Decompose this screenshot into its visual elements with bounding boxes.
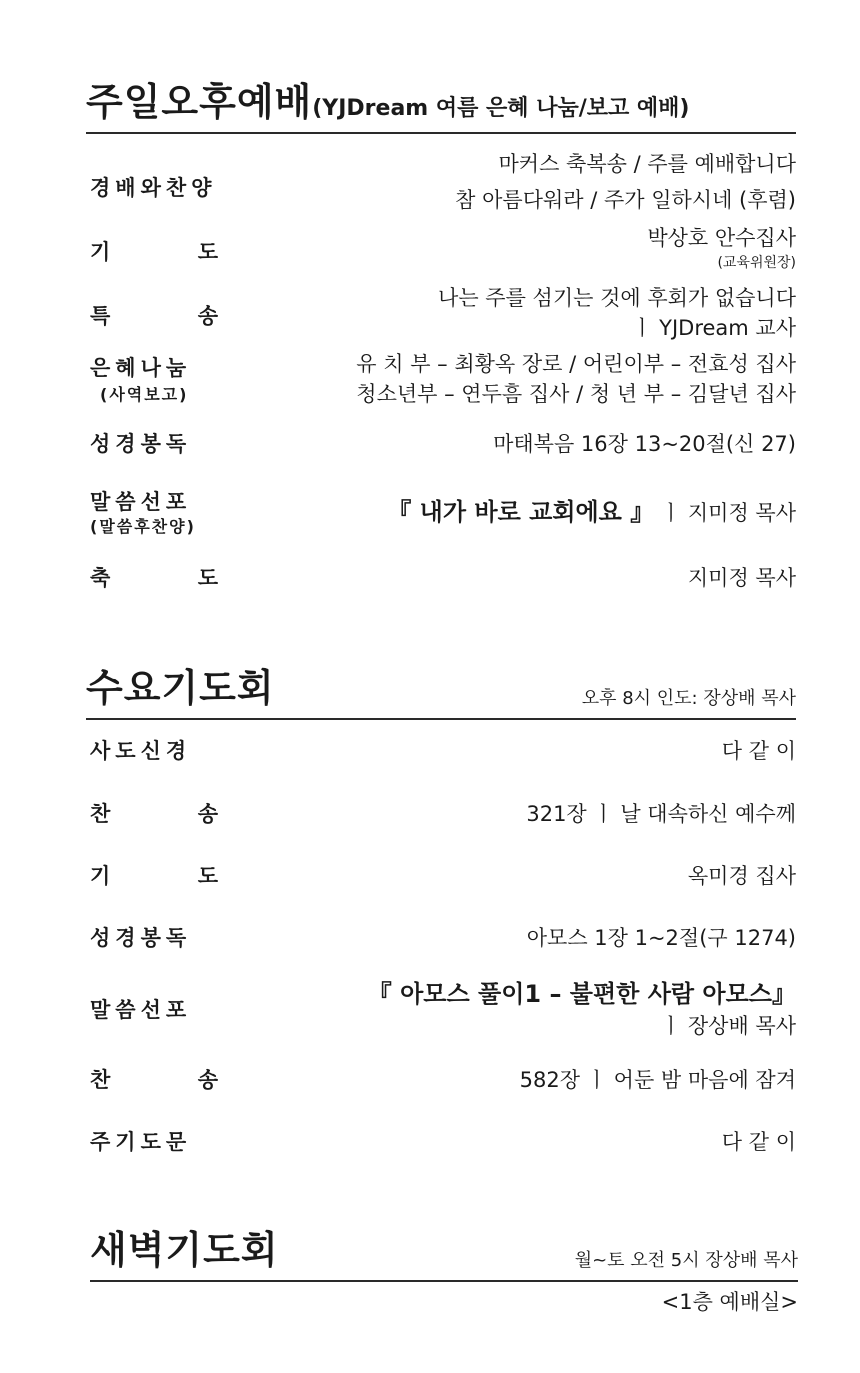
prayer-leader-note: (교육위원장)	[717, 255, 796, 271]
row-label: 사도신경	[90, 739, 192, 763]
ministry-report-line-2: 청소년부 – 연두흠 집사 / 청 년 부 – 김달년 집사	[356, 382, 796, 406]
row-label: 말씀선포	[90, 490, 192, 514]
row-label: 성경봉독	[90, 926, 192, 950]
wednesday-info: 오후 8시 인도: 장상배 목사	[581, 688, 796, 709]
scripture-reference: 마태복음 16장 13~20절(신 27)	[493, 432, 796, 456]
label-char: 찬	[90, 802, 111, 826]
row-hymn-2	[86, 1064, 796, 1096]
label-char: 기	[90, 864, 111, 888]
row-apostles-creed	[86, 735, 796, 767]
row-value: 321장 ㅣ 날 대속하신 예수께	[526, 802, 796, 826]
label-char: 도	[197, 566, 218, 590]
row-special-song	[86, 282, 796, 344]
row-label	[90, 1064, 218, 1094]
label-char: 도	[197, 864, 218, 888]
row-label: 주기도문	[90, 1130, 192, 1154]
row-label: 성경봉독	[90, 432, 192, 456]
row-sermon	[86, 486, 796, 534]
label-char: 도	[197, 240, 218, 264]
row-grace-sharing	[86, 348, 796, 412]
praise-line-1: 마커스 축복송 / 주를 예배합니다	[498, 152, 796, 176]
label-char: 찬	[90, 1068, 111, 1092]
row-scripture	[86, 428, 796, 460]
row-label	[90, 798, 218, 828]
row-value: 다 같 이	[721, 1130, 796, 1154]
sunday-title	[86, 71, 689, 126]
row-praise	[86, 148, 796, 218]
special-song-title: 나는 주를 섬기는 것에 후회가 없습니다	[438, 286, 796, 310]
benediction-leader: 지미정 목사	[687, 566, 796, 590]
row-label	[90, 236, 218, 266]
row-prayer-wed	[86, 860, 796, 892]
wednesday-section-header	[86, 660, 796, 720]
special-song-performer: ㅣ YJDream 교사	[632, 316, 796, 340]
sermon-title: 『 아모스 풀이1 – 불편한 사람 아모스』	[367, 980, 796, 1008]
ministry-report-line-1: 유 치 부 – 최황옥 장로 / 어린이부 – 전효성 집사	[356, 352, 796, 376]
row-hymn-1	[86, 798, 796, 830]
row-value: 옥미경 집사	[687, 864, 796, 888]
dawn-section-header	[90, 1222, 798, 1282]
dawn-location: <1층 예배실>	[661, 1290, 798, 1314]
row-lords-prayer	[86, 1126, 796, 1158]
row-dawn-location	[90, 1286, 798, 1316]
row-sermon-wed	[86, 972, 796, 1040]
sermon-preacher: ㅣ 지미정 목사	[660, 501, 796, 525]
row-scripture-wed	[86, 922, 796, 954]
prayer-leader: 박상호 안수집사	[647, 226, 796, 250]
row-sublabel: (말씀후찬양)	[90, 517, 196, 536]
row-label	[90, 860, 218, 890]
label-char: 기	[90, 240, 111, 264]
sunday-section-header	[86, 74, 796, 134]
row-label	[90, 562, 218, 592]
row-label: 경배와찬양	[90, 176, 217, 200]
label-char: 송	[197, 802, 218, 826]
label-char: 송	[197, 304, 218, 328]
row-value: 아모스 1장 1~2절(구 1274)	[526, 926, 796, 950]
row-label: 말씀선포	[90, 998, 192, 1022]
row-sublabel: (사역보고)	[100, 385, 189, 404]
label-char: 축	[90, 566, 111, 590]
dawn-info: 월~토 오전 5시 장상배 목사	[574, 1250, 798, 1271]
row-label	[90, 300, 218, 330]
row-benediction	[86, 562, 796, 594]
row-value: 다 같 이	[721, 739, 796, 763]
row-value: 582장 ㅣ 어둔 밤 마음에 잠겨	[519, 1068, 796, 1092]
wednesday-title: 수요기도회	[86, 666, 275, 710]
row-label: 은혜나눔	[90, 356, 192, 380]
sermon-title: 『 내가 바로 교회에요 』	[387, 498, 655, 526]
sunday-title-text: 주일오후예배	[86, 80, 313, 124]
sunday-subtitle: (YJDream 여름 은혜 나눔/보고 예배)	[312, 96, 690, 121]
dawn-title: 새벽기도회	[90, 1228, 279, 1272]
label-char: 특	[90, 304, 111, 328]
sermon-preacher: ㅣ 장상배 목사	[660, 1014, 796, 1038]
row-prayer	[86, 222, 796, 274]
praise-line-2: 참 아름다워라 / 주가 일하시네 (후렴)	[455, 188, 796, 212]
label-char: 송	[197, 1068, 218, 1092]
sermon-line	[387, 492, 796, 527]
